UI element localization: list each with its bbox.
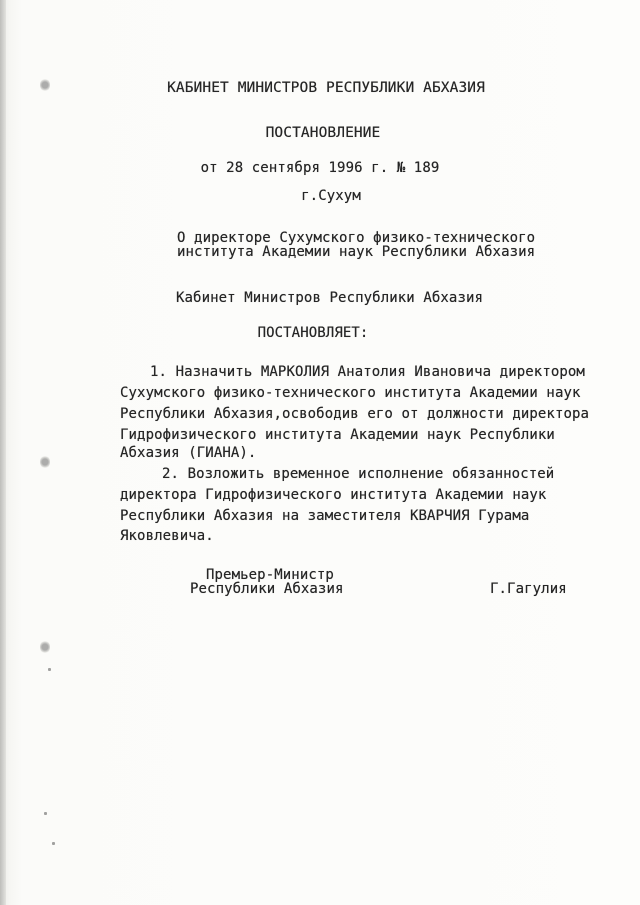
signatory-name: Г.Гагулия — [490, 581, 567, 597]
item-1-line: Абхазия (ГИАНА). — [120, 445, 257, 461]
binder-hole — [40, 455, 50, 469]
item-1-line: Гидрофизического института Академии наук Республики — [120, 427, 555, 443]
document-type: ПОСТАНОВЛЕНИЕ — [265, 125, 381, 141]
item-1-line: Республики Абхазия,освободив его от должности директора — [120, 406, 590, 422]
decree-word: ПОСТАНОВЛЯЕТ: — [257, 325, 369, 341]
scan-speck — [44, 812, 47, 815]
item-2-line: директора Гидрофизического института Академии наук — [120, 487, 547, 503]
binder-hole — [40, 640, 50, 654]
signatory-title: Республики Абхазия — [190, 581, 344, 597]
item-1-line: Сухумского физико-технического института Академии наук — [120, 385, 581, 401]
signatory-title: Премьер-Министр — [206, 567, 334, 583]
item-2-line: 2. Возложить временное исполнение обязанностей — [162, 466, 555, 482]
scan-speck — [48, 668, 51, 671]
scan-speck — [52, 842, 55, 845]
issuer-line: Кабинет Министров Республики Абхазия — [176, 290, 484, 306]
scan-left-edge — [0, 0, 6, 905]
cabinet-header: КАБИНЕТ МИНИСТРОВ РЕСПУБЛИКИ АБХАЗИЯ — [167, 80, 485, 96]
item-1-line: 1. Назначить МАРКОЛИЯ Анатолия Ивановича директором — [150, 364, 585, 380]
item-2-line: Яковлевича. — [120, 528, 214, 544]
date-and-number: от 28 сентября 1996 г. № 189 — [200, 160, 440, 176]
item-2-line: Республики Абхазия на заместителя КВАРЧИЯ Гурама — [120, 508, 530, 524]
binder-hole — [40, 78, 50, 92]
subject-line: института Академии наук Республики Абхазия — [177, 244, 536, 260]
subject-line: О директоре Сухумского физико-технического — [177, 230, 536, 246]
place-of-issue: г.Сухум — [301, 188, 361, 204]
